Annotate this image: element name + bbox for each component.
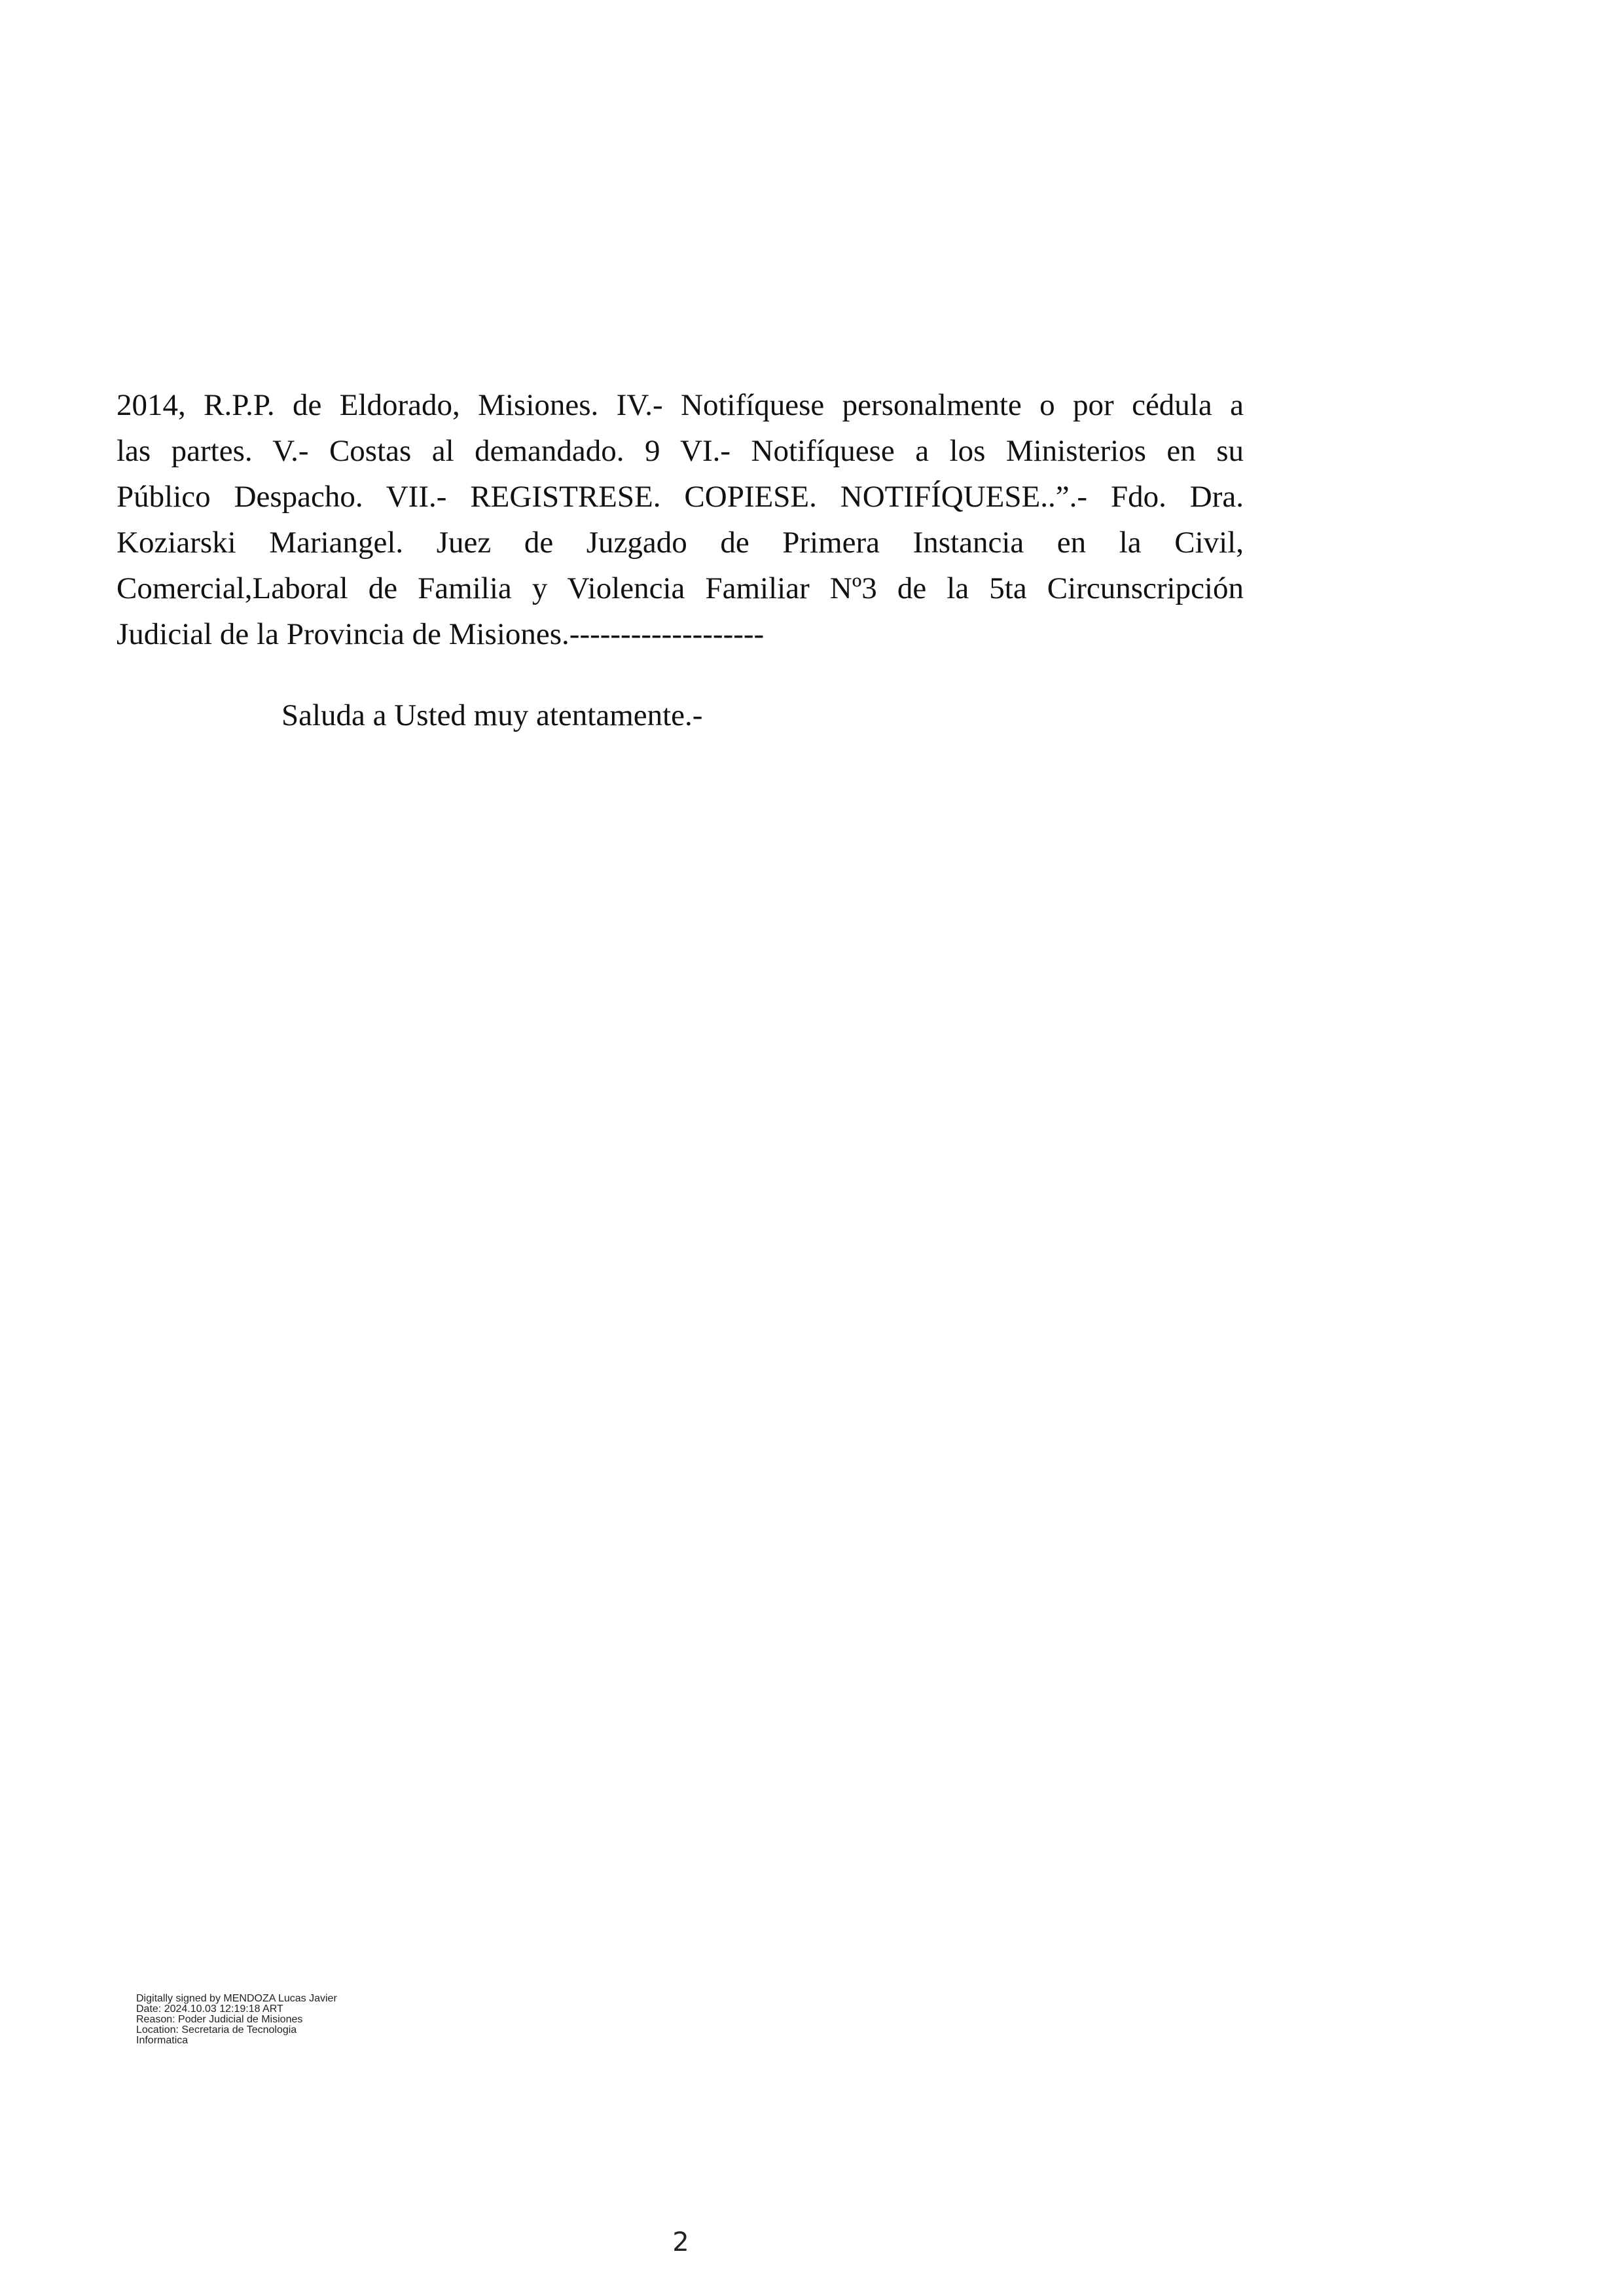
signature-signer: Digitally signed by MENDOZA Lucas Javier xyxy=(136,1993,337,2004)
signature-location: Location: Secretaria de Tecnologia xyxy=(136,2024,297,2036)
body-paragraph xyxy=(117,382,1244,657)
closing-salutation: Saluda a Usted muy atentamente.- xyxy=(281,698,703,732)
signature-reason: Reason: Poder Judicial de Misiones xyxy=(136,2014,303,2025)
digital-signature-block xyxy=(136,1994,337,2046)
body-line: Público Despacho. VII.- REGISTRESE. COPIESE. NOTIFÍQUESE..”.- Fdo. Dra. xyxy=(117,480,1244,514)
body-line: 2014, R.P.P. de Eldorado, Misiones. IV.- Notifíquese personalmente o por cédula a xyxy=(117,388,1244,422)
page-number: 2 xyxy=(672,2227,689,2257)
signature-date: Date: 2024.10.03 12:19:18 ART xyxy=(136,2003,283,2015)
body-line: las partes. V.- Costas al demandado. 9 VI.- Notifíquese a los Ministerios en su xyxy=(117,434,1244,468)
body-line: Judicial de la Provincia de Misiones.------------------- xyxy=(117,617,765,651)
body-line: Comercial,Laboral de Familia y Violencia Familiar Nº3 de la 5ta Circunscripción xyxy=(117,571,1244,605)
signature-location-cont: Informatica xyxy=(136,2035,189,2046)
body-line: Koziarski Mariangel. Juez de Juzgado de Primera Instancia en la Civil, xyxy=(117,526,1244,560)
